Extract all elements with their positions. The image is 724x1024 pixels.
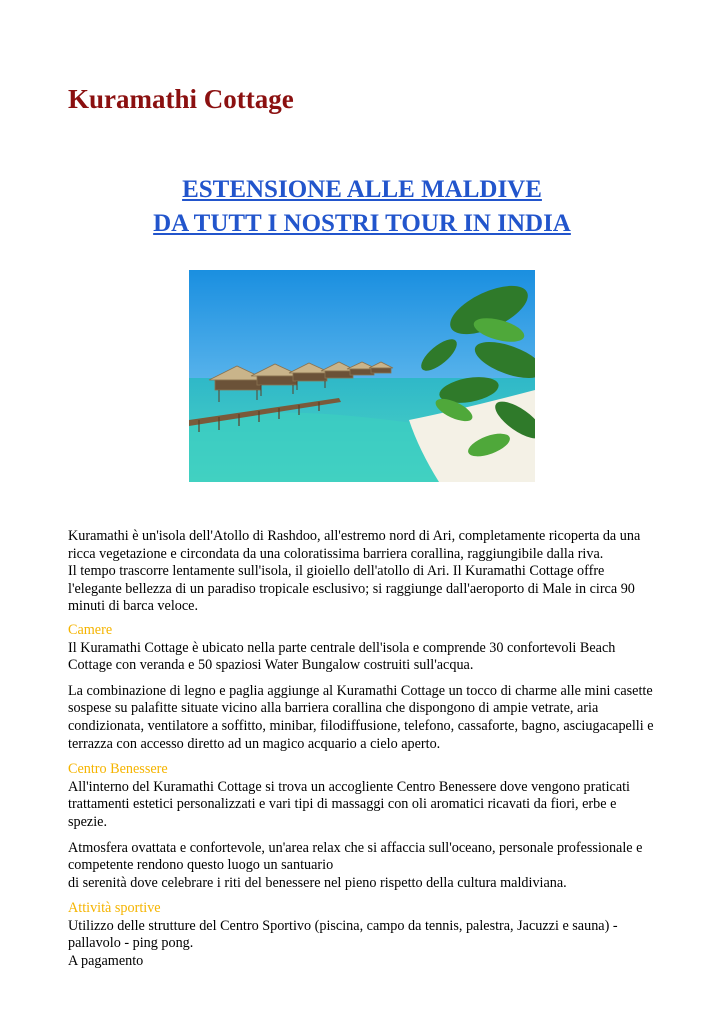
benessere-paragraph-2b: di serenità dove celebrare i riti del benessere nel pieno rispetto della cultura maldiviana. [68,874,567,891]
intro-line-1: Kuramathi è un'isola dell'Atollo di Rashdoo, all'estremo nord di Ari, completamente ricoperta da una ricca vegetazione e circondata da una coloratissima barriera corallina, raggiungibile dalla riva. [68,528,641,562]
overwater-bungalows-illustration [189,270,535,482]
headline [0,173,724,241]
headline-line-1: ESTENSIONE ALLE MALDIVE [182,176,542,203]
intro-line-2: Il tempo trascorre lentamente sull'isola, il gioiello dell'atollo di Ari. Il Kuramathi Cottage offre l'elegante bellezza di un paradiso tropicale esclusivo; si raggiunge dall'aeroporto di Male in circa 90 minuti di barca veloce. [68,563,635,615]
camere-paragraph-1: Il Kuramathi Cottage è ubicato nella parte centrale dell'isola e comprende 30 confortevoli Beach Cottage con veranda e 50 spaziosi Water Bungalow costruiti sull'acqua. [68,639,616,674]
section-heading-camere: Camere [68,621,113,638]
section-heading-benessere: Centro Benessere [68,761,168,778]
intro-paragraph [68,528,658,616]
section-heading-sport: Attività sportive [68,900,161,917]
article-body [68,528,658,971]
benessere-paragraph-2a: Atmosfera ovattata e confortevole, un'area relax che si affaccia sull'oceano, personale professionale e competente rendono questo luogo un santuario [68,839,643,874]
resort-photo [189,270,535,482]
camere-paragraph-2: La combinazione di legno e paglia aggiunge al Kuramathi Cottage un tocco di charme alle mini casette sospese su palafitte situate vicino alla barriera corallina che dispongono di ampie vetrate, aria condizionata, ventilatore a soffitto, minibar, filodiffusione, telefono, cassaforte, bagno, asciugacapelli e terrazza con accesso diretto ad un magico acquario a cielo aperto. [68,682,654,752]
sport-paragraph-2: A pagamento [68,953,144,970]
sport-paragraph-1: Utilizzo delle strutture del Centro Sportivo (piscina, campo da tennis, palestra, Jacuzzi e sauna) - pallavolo - ping pong. [68,917,618,952]
benessere-paragraph-1: All'interno del Kuramathi Cottage si trova un accogliente Centro Benessere dove vengono praticati trattamenti estetici personalizzati e vari tipi di massaggi con oli aromatici ricavati da fiori, erbe e spezie. [68,778,630,830]
page-title: Kuramathi Cottage [68,84,294,114]
benessere-paragraph-2 [68,840,658,893]
headline-line-2: DA TUTT I NOSTRI TOUR IN INDIA [153,210,571,237]
